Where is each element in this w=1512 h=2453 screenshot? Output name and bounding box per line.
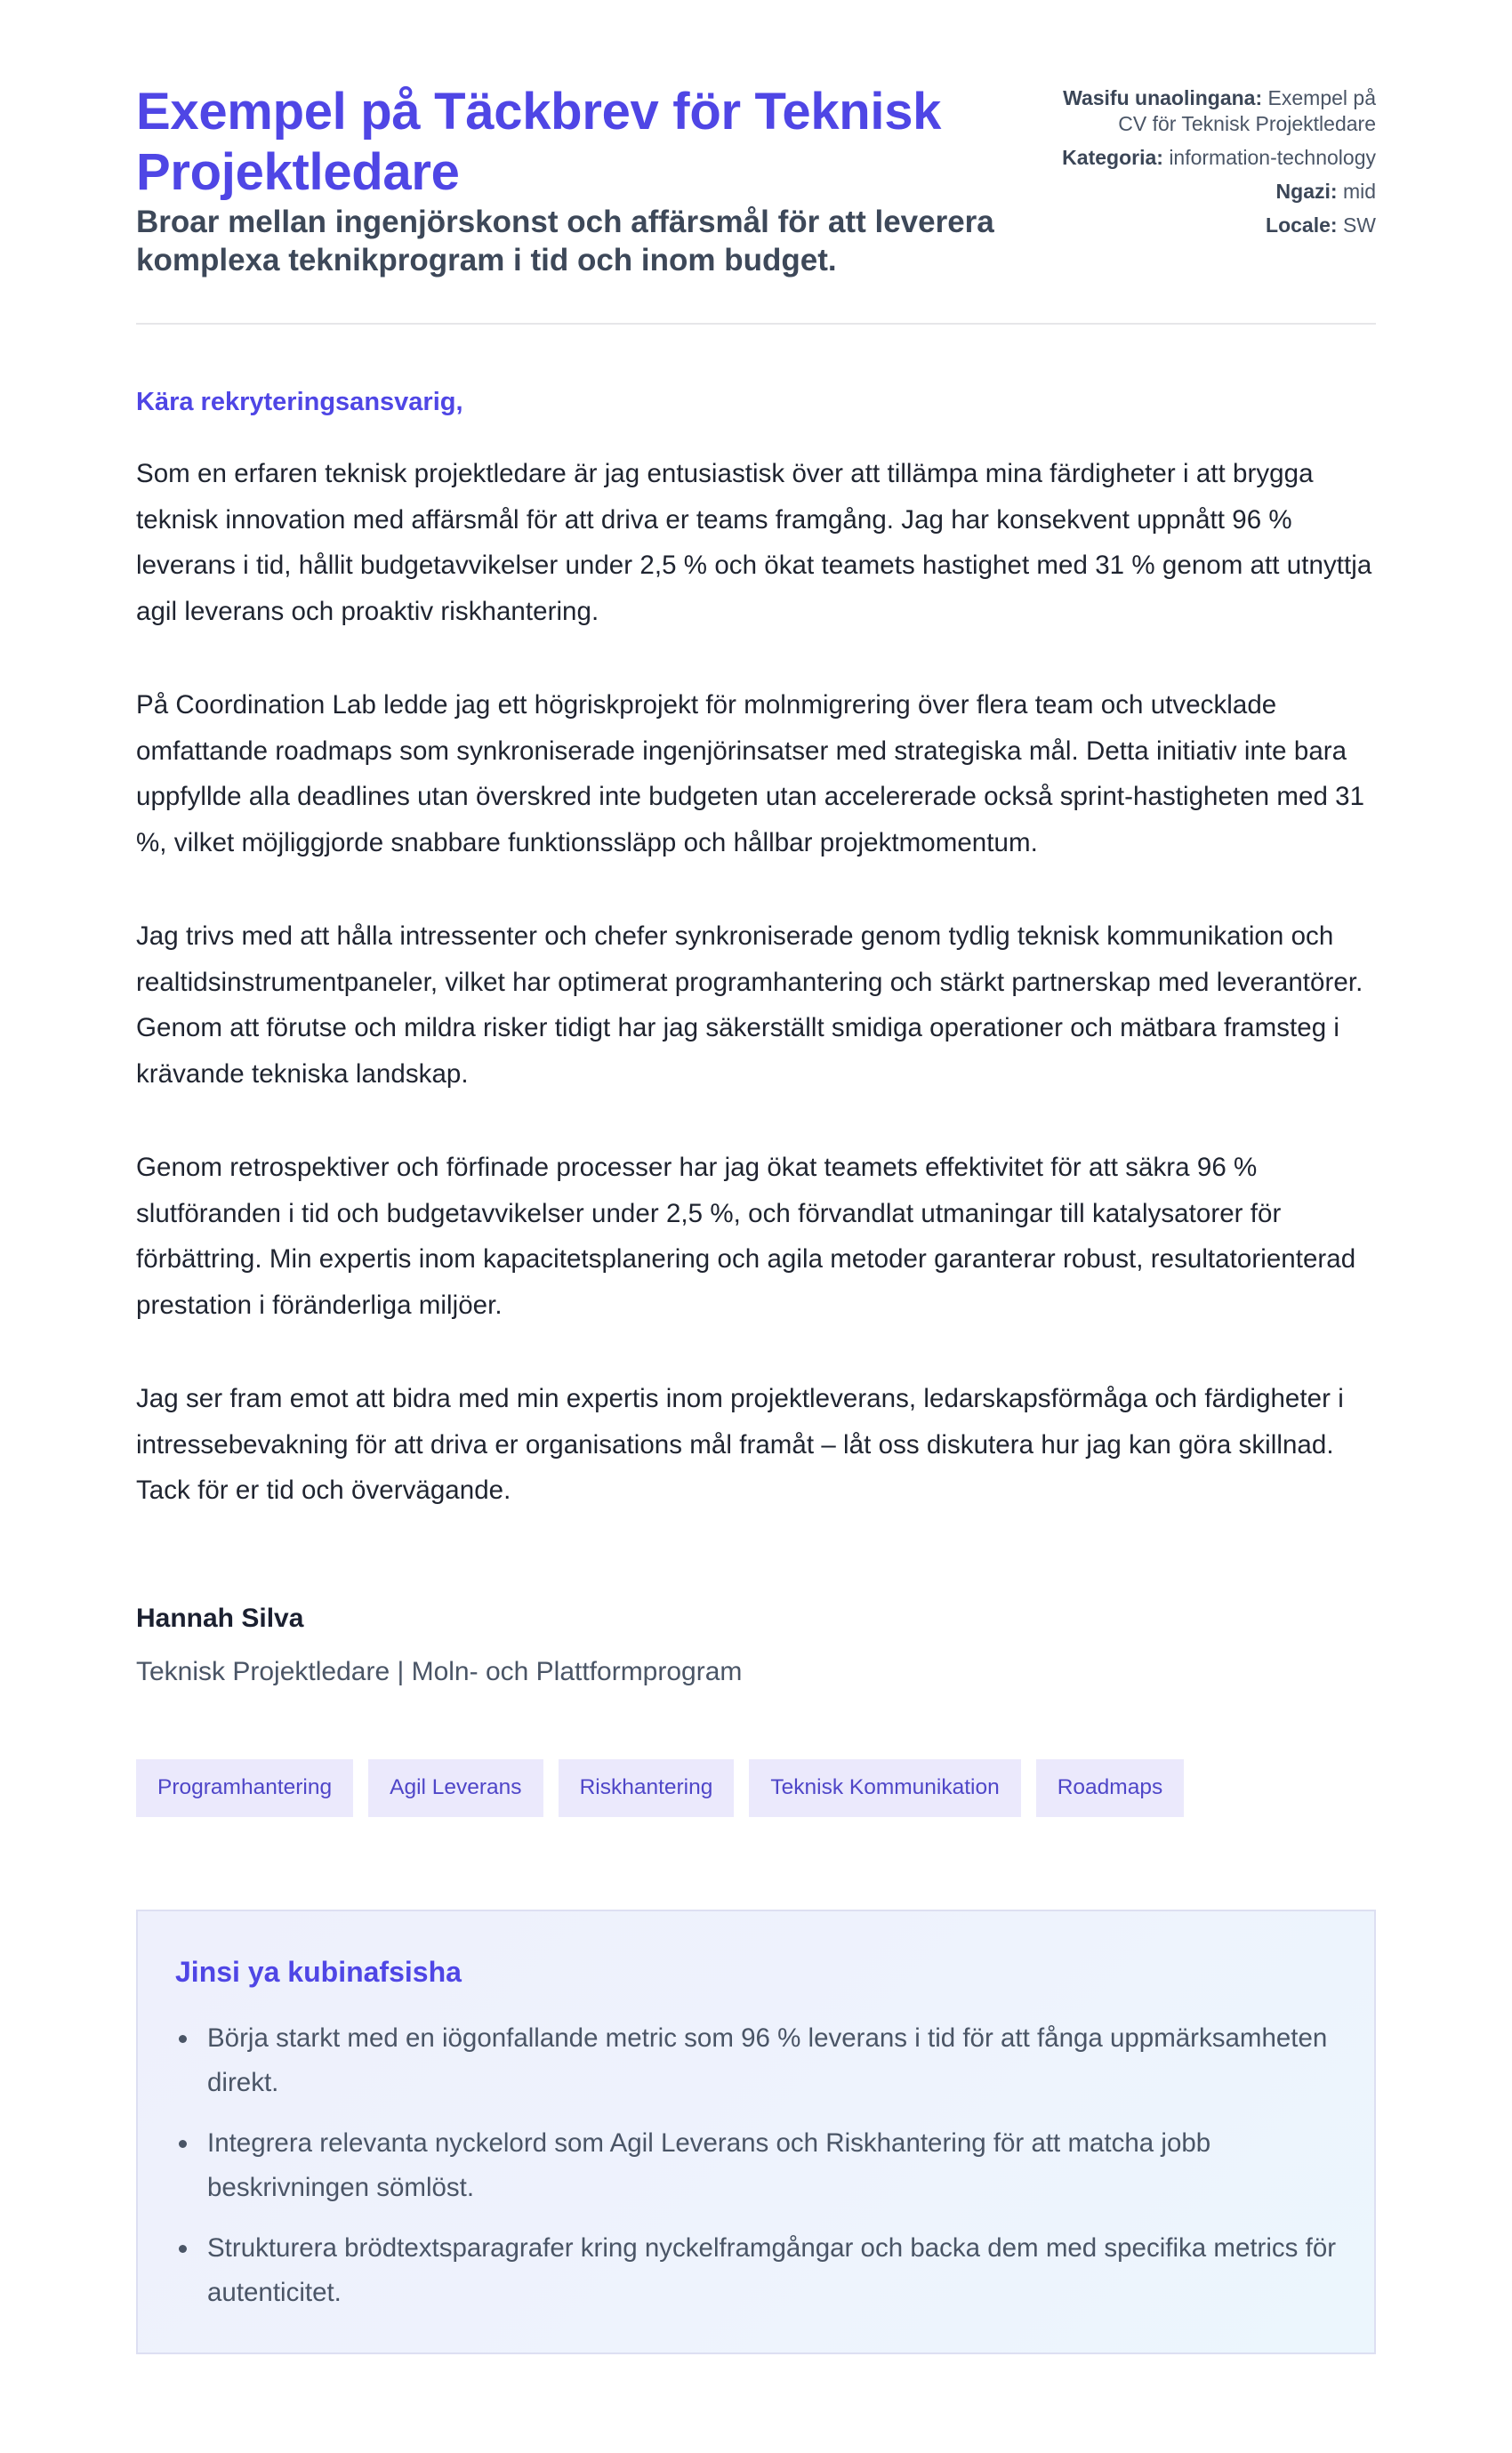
meta-matching-resume — [1038, 85, 1376, 137]
bullet-icon — [179, 2245, 187, 2253]
signature-role: Teknisk Projektledare | Moln- och Plattformprogram — [136, 1656, 743, 1686]
meta-level — [1038, 179, 1376, 205]
skill-tag[interactable]: Teknisk Kommunikation — [749, 1759, 1020, 1817]
tip-item — [175, 2121, 1337, 2210]
skill-tag[interactable]: Roadmaps — [1036, 1759, 1184, 1817]
tip-text: Börja starkt med en iögonfallande metric som 96 % leverans i tid för att fånga uppmärksamheten direkt. — [207, 2023, 1328, 2097]
bullet-icon — [179, 2140, 187, 2148]
meta-value: information-technology — [1169, 146, 1376, 169]
meta-category — [1038, 145, 1376, 171]
bullet-icon — [179, 2035, 187, 2043]
meta-locale — [1038, 213, 1376, 238]
tip-item — [175, 2016, 1337, 2105]
signature-name: Hannah Silva — [136, 1603, 304, 1633]
tip-text: Strukturera brödtextsparagrafer kring nyckelframgångar och backa dem med specifika metrics för autenticitet. — [207, 2232, 1337, 2307]
skill-tags — [136, 1759, 1376, 1817]
page-subtitle: Broar mellan ingenjörskonst och affärsmål för att leverera komplexa teknikprogram i tid och inom budget. — [136, 205, 994, 277]
skill-tag[interactable]: Agil Leverans — [368, 1759, 543, 1817]
meta-value: mid — [1342, 180, 1376, 203]
letter-paragraph: Jag trivs med att hålla intressenter och chefer synkroniserade genom tydlig teknisk kommunikation och realtidsinstrumentpaneler, vilket har optimerat programhantering och stärkt partnerskap med leverantörer. Genom att förutse och mildra risker tidigt har jag säkerställt smidiga operationer och mätbara framsteg i krävande tekniska landskap. — [136, 921, 1363, 1089]
signature-block — [136, 1601, 1376, 1690]
meta-value: SW — [1342, 213, 1376, 237]
meta-key: Wasifu unaolingana: — [1063, 86, 1263, 109]
letter-paragraph: Genom retrospektiver och förfinade processer har jag ökat teamets effektivitet för att säkra 96 % slutföranden i tid och budgetavvikelser under 2,5 %, och förvandlat utmaningar till katalysatorer för förbättring. Min expertis inom kapacitetsplanering och agila metoder garanterar robust, resultatorienterad prestation i föränderliga miljöer. — [136, 1153, 1356, 1320]
meta-key: Ngazi: — [1275, 180, 1338, 203]
meta-value: Exempel på CV för Teknisk Projektledare — [1118, 86, 1376, 135]
meta-key: Locale: — [1266, 213, 1338, 237]
page-header — [136, 0, 1376, 325]
metadata-panel — [1038, 85, 1376, 246]
letter-body — [136, 386, 1376, 1690]
skill-tag[interactable]: Programhantering — [136, 1759, 353, 1817]
tips-list — [175, 2016, 1337, 2315]
tip-item — [175, 2226, 1337, 2315]
tips-title: Jinsi ya kubinafsisha — [175, 1955, 462, 1988]
meta-key: Kategoria: — [1062, 146, 1163, 169]
letter-greeting: Kära rekryteringsansvarig, — [136, 388, 463, 416]
page-title: Exempel på Täckbrev för Teknisk Projektledare — [136, 83, 942, 201]
letter-paragraph: Som en erfaren teknisk projektledare är jag entusiastisk över att tillämpa mina färdigheter i att brygga teknisk innovation med affärsmål för att driva er teams framgång. Jag har konsekvent uppnått 96 % leverans i tid, hållit budgetavvikelser under 2,5 % och ökat teamets hastighet med 31 % genom att utnyttja agil leverans och proaktiv riskhantering. — [136, 459, 1372, 626]
tip-text: Integrera relevanta nyckelord som Agil Leverans och Riskhantering för att matcha jobb beskrivningen sömlöst. — [207, 2127, 1211, 2202]
customization-tips-box — [136, 1910, 1376, 2354]
skill-tag[interactable]: Riskhantering — [559, 1759, 735, 1817]
letter-paragraph: Jag ser fram emot att bidra med min expertis inom projektleverans, ledarskapsförmåga och färdigheter i intressebevakning för att driva er organisations mål framåt – låt oss diskutera hur jag kan göra skillnad. Tack för er tid och övervägande. — [136, 1384, 1344, 1505]
letter-paragraph: På Coordination Lab ledde jag ett högriskprojekt för molnmigrering över flera team och utvecklade omfattande roadmaps som synkroniserade ingenjörinsatser med strategiska mål. Detta initiativ inte bara uppfyllde alla deadlines utan överskred inte budgeten utan accelererade också sprint-hastigheten med 31 %, vilket möjliggjorde snabbare funktionssläpp och hållbar projektmomentum. — [136, 690, 1365, 857]
